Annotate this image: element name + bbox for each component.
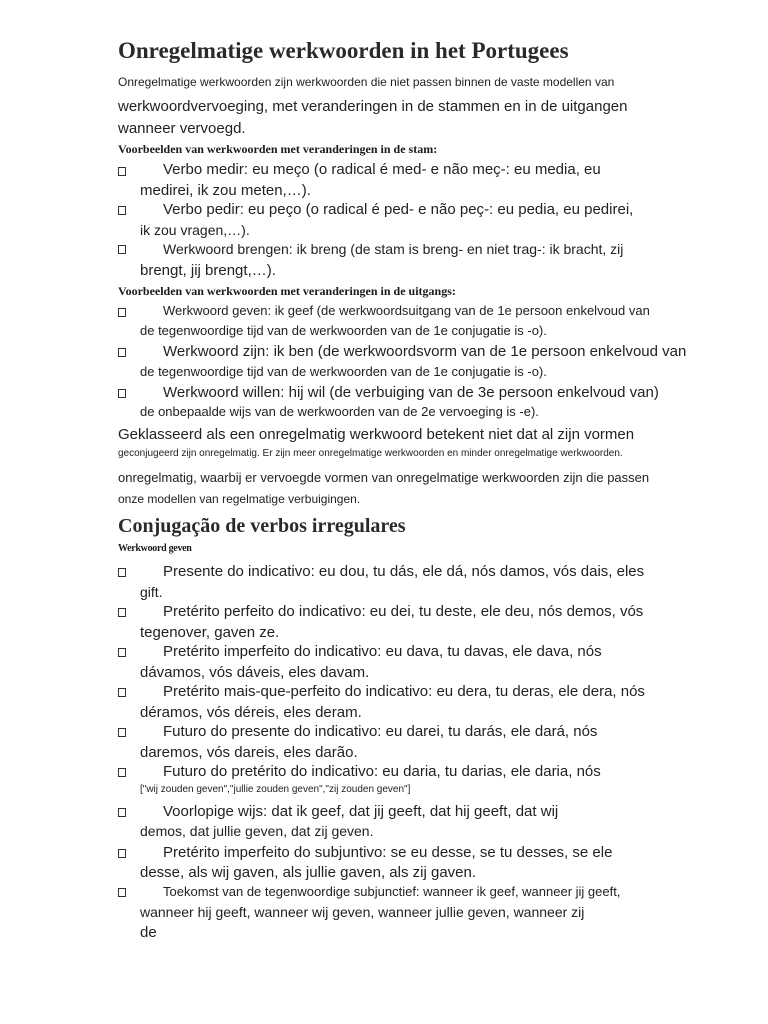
bullet-box-icon [118,245,126,254]
list-item-line: ["wij zouden geven","jullie zouden geven","zij zouden geven"] [140,784,411,795]
page-title: Onregelmatige werkwoorden in het Portugees [118,38,569,63]
list-item-line: dávamos, vós dáveis, eles davam. [140,664,370,681]
stem-section-heading: Voorbeelden van werkwoorden met veranderingen in de stam: [118,142,438,156]
intro-line-1: Onregelmatige werkwoorden zijn werkwoorden die niet passen binnen de vaste modellen van [118,75,615,89]
list-item-line: Verbo pedir: eu peço (o radical é ped- e não peç-: eu pedia, eu pedirei, [163,201,634,218]
list-item-line: Pretérito imperfeito do subjuntivo: se eu desse, se tu desses, se ele [163,844,613,861]
list-item-line: brengt, jij brengt,…). [140,262,276,279]
classified-line-1: Geklasseerd als een onregelmatig werkwoord betekent niet dat al zijn vormen [118,426,635,443]
list-item-line: de [140,924,157,941]
list-item-line: Futuro do pretérito do indicativo: eu daria, tu darias, ele daria, nós [163,763,601,780]
list-item-line: medirei, ik zou meten,…). [140,182,311,199]
list-item-line: Toekomst van de tegenwoordige subjunctief: wanneer ik geef, wanneer jij geeft, [163,884,621,899]
list-item-line: Werkwoord willen: hij wil (de verbuiging van de 3e persoon enkelvoud van) [163,384,659,401]
bullet-box-icon [118,888,126,897]
bullet-box-icon [118,206,126,215]
list-item-line: desse, als wij gaven, als jullie gaven, als zij gaven. [140,864,477,881]
bullet-box-icon [118,688,126,697]
list-item-line: tegenover, gaven ze. [140,624,280,641]
section-title: Conjugação de verbos irregulares [118,515,406,537]
intro-line-2: werkwoordvervoeging, met veranderingen in de stammen en in de uitgangen [118,98,628,115]
list-item-line: gift. [140,584,163,600]
list-item-line: demos, dat jullie geven, dat zij geven. [140,823,374,839]
list-item-line: Werkwoord brengen: ik breng (de stam is breng- en niet trag-: ik bracht, zij [163,241,624,257]
intro-line-3: wanneer vervoegd. [118,120,246,137]
bullet-box-icon [118,728,126,737]
list-item-line: Werkwoord geven: ik geef (de werkwoordsuitgang van de 1e persoon enkelvoud van [163,303,650,318]
section-subtitle: Werkwoord geven [118,543,192,554]
bullet-box-icon [118,167,126,176]
endings-section-heading: Voorbeelden van werkwoorden met veranderingen in de uitgangs: [118,284,456,298]
list-item-line: ik zou vragen,…). [140,222,250,238]
list-item-line: de tegenwoordige tijd van de werkwoorden van de 1e conjugatie is -o). [140,364,547,379]
bullet-box-icon [118,308,126,317]
list-item-line: Futuro do presente do indicativo: eu darei, tu darás, ele dará, nós [163,723,598,740]
list-item-line: daremos, vós dareis, eles darão. [140,744,358,761]
list-item-line: déramos, vós déreis, eles deram. [140,704,362,721]
list-item-line: de onbepaalde wijs van de werkwoorden van de 2e vervoeging is -e). [140,404,539,419]
classified-line-2: geconjugeerd zijn onregelmatig. Er zijn meer onregelmatige werkwoorden en minder onregelmatige werkwoorden. [118,448,623,459]
list-item-line: Verbo medir: eu meço (o radical é med- e não meç-: eu media, eu [163,161,601,178]
classified-line-4: onze modellen van regelmatige verbuigingen. [118,492,361,506]
list-item-line: Presente do indicativo: eu dou, tu dás, ele dá, nós damos, vós dais, eles [163,563,645,580]
list-item-line: Voorlopige wijs: dat ik geef, dat jij geeft, dat hij geeft, dat wij [163,803,559,820]
bullet-box-icon [118,389,126,398]
list-item-line: wanneer hij geeft, wanneer wij geven, wanneer jullie geven, wanneer zij [140,904,585,920]
list-item-line: de tegenwoordige tijd van de werkwoorden van de 1e conjugatie is -o). [140,323,547,338]
bullet-box-icon [118,768,126,777]
bullet-box-icon [118,849,126,858]
list-item-line: Pretérito imperfeito do indicativo: eu dava, tu davas, ele dava, nós [163,643,602,660]
list-item-line: Pretérito mais-que-perfeito do indicativo: eu dera, tu deras, ele dera, nós [163,683,645,700]
bullet-box-icon [118,648,126,657]
bullet-box-icon [118,608,126,617]
classified-line-3: onregelmatig, waarbij er vervoegde vormen van onregelmatige werkwoorden zijn die passen [118,470,650,485]
bullet-box-icon [118,568,126,577]
bullet-box-icon [118,808,126,817]
list-item-line: Pretérito perfeito do indicativo: eu dei, tu deste, ele deu, nós demos, vós [163,603,644,620]
list-item-line: Werkwoord zijn: ik ben (de werkwoordsvorm van de 1e persoon enkelvoud van [163,343,687,360]
bullet-box-icon [118,348,126,357]
